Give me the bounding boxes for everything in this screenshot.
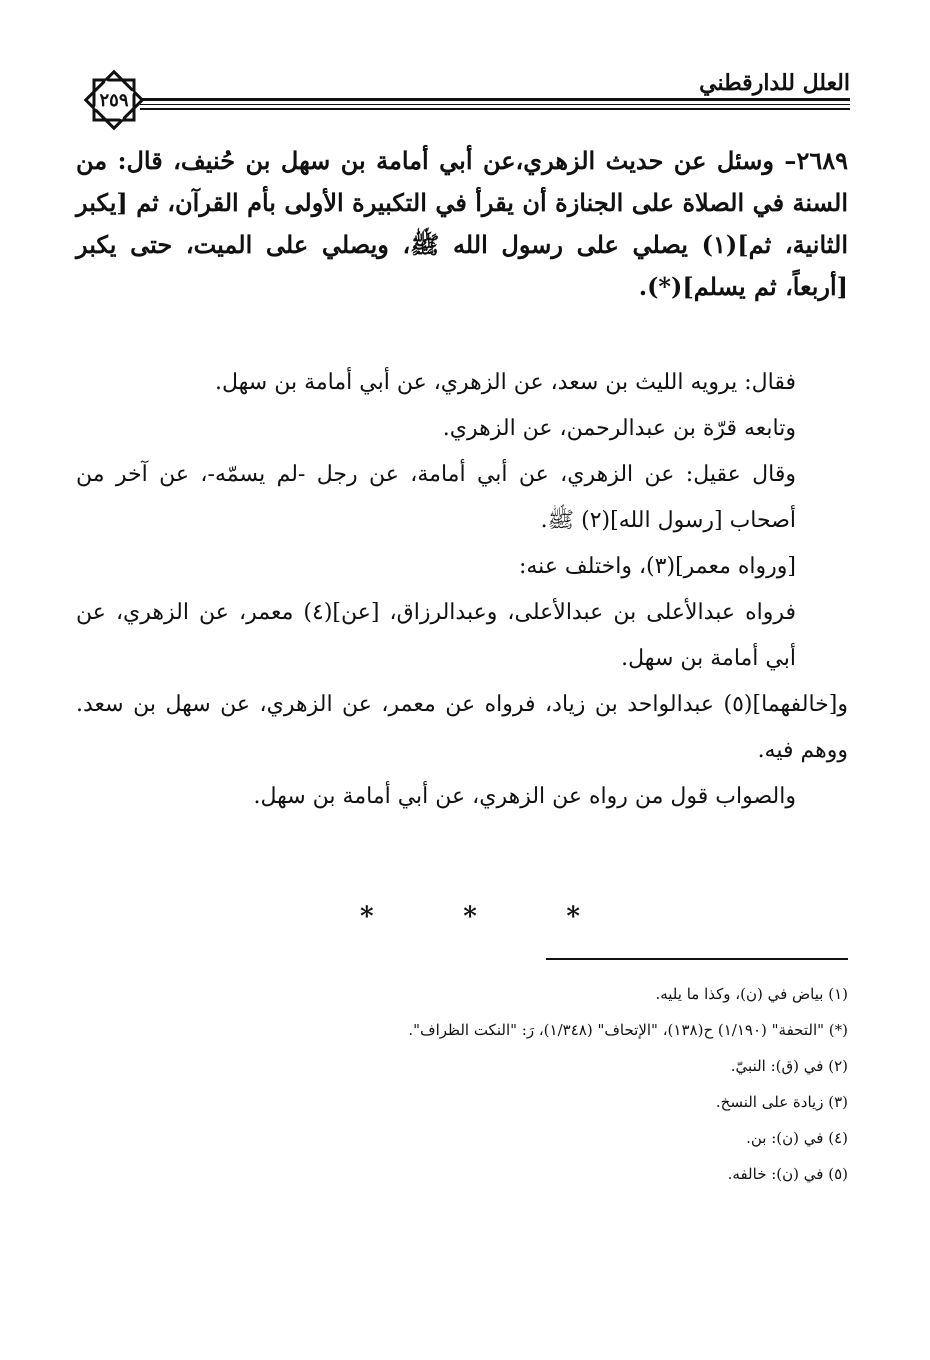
paragraph: و[خالفهما](٥) عبدالواحد بن زياد، فرواه عن معمر، عن الزهري، عن سهل بن سعد. ووهم فيه. — [76, 692, 848, 763]
paragraph: وقال عقيل: عن الزهري، عن أبي أمامة، عن رجل -لم يسمّه-، عن آخر من أصحاب [رسول الله](٢) ﷺ. — [76, 462, 796, 533]
footnote: (١) بياض في (ن)، وكذا ما يليه. — [655, 985, 848, 1003]
footnote: (٥) في (ن): خالفه. — [727, 1165, 848, 1183]
separator-asterisk: * — [463, 902, 477, 932]
running-title: العلل للدارقطني — [699, 70, 850, 96]
separator-asterisk: * — [566, 902, 580, 932]
entry-number: ٢٦٨٩ — [796, 146, 848, 175]
paragraph: فرواه عبدالأعلى بن عبدالأعلى، وعبدالرزاق، [عن](٤) معمر، عن الزهري، عن أبي أمامة بن سهل. — [76, 600, 796, 671]
header-rule — [140, 108, 850, 110]
paragraph: فقال: يرويه الليث بن سعد، عن الزهري، عن أبي أمامة بن سهل. — [215, 370, 796, 395]
footnote: (*) "التحفة" (١/١٩٠) ح(١٣٨)، "الإتحاف" (١/٣٤٨)، رَ: "النكت الظراف". — [408, 1021, 848, 1039]
paragraph: [ورواه معمر](٣)، واختلف عنه: — [518, 554, 796, 579]
footnote: (٢) في (ق): النبيّ. — [730, 1057, 848, 1075]
section-separator — [360, 902, 580, 932]
paragraph: والصواب قول من رواه عن الزهري، عن أبي أمامة بن سهل. — [253, 784, 796, 809]
paragraph: وتابعه قرّة بن عبدالرحمن، عن الزهري. — [442, 416, 796, 441]
footnote-rule — [546, 958, 848, 960]
footnote: (٣) زيادة على النسخ. — [715, 1093, 848, 1111]
footnote: (٤) في (ن): بن. — [746, 1129, 848, 1147]
separator-asterisk: * — [360, 902, 374, 932]
answer-body — [76, 360, 848, 820]
footnotes — [76, 976, 848, 1192]
page-number: ٢٥٩ — [99, 89, 129, 111]
entry-question — [76, 140, 848, 308]
header-rule — [140, 98, 850, 101]
entry-text: – وسئل عن حديث الزهري،عن أبي أمامة بن سهل بن حُنيف، قال: من السنة في الصلاة على الجنازة أن يقرأ في التكبيرة الأولى بأم القرآن، ثم [يكبر الثانية، ثم](١) يصلي على رسول الله ﷺ، ويصلي على الميت، حتى يكبر [أربعاً، ثم يسلم](*). — [76, 146, 848, 301]
header-rule — [140, 104, 850, 105]
